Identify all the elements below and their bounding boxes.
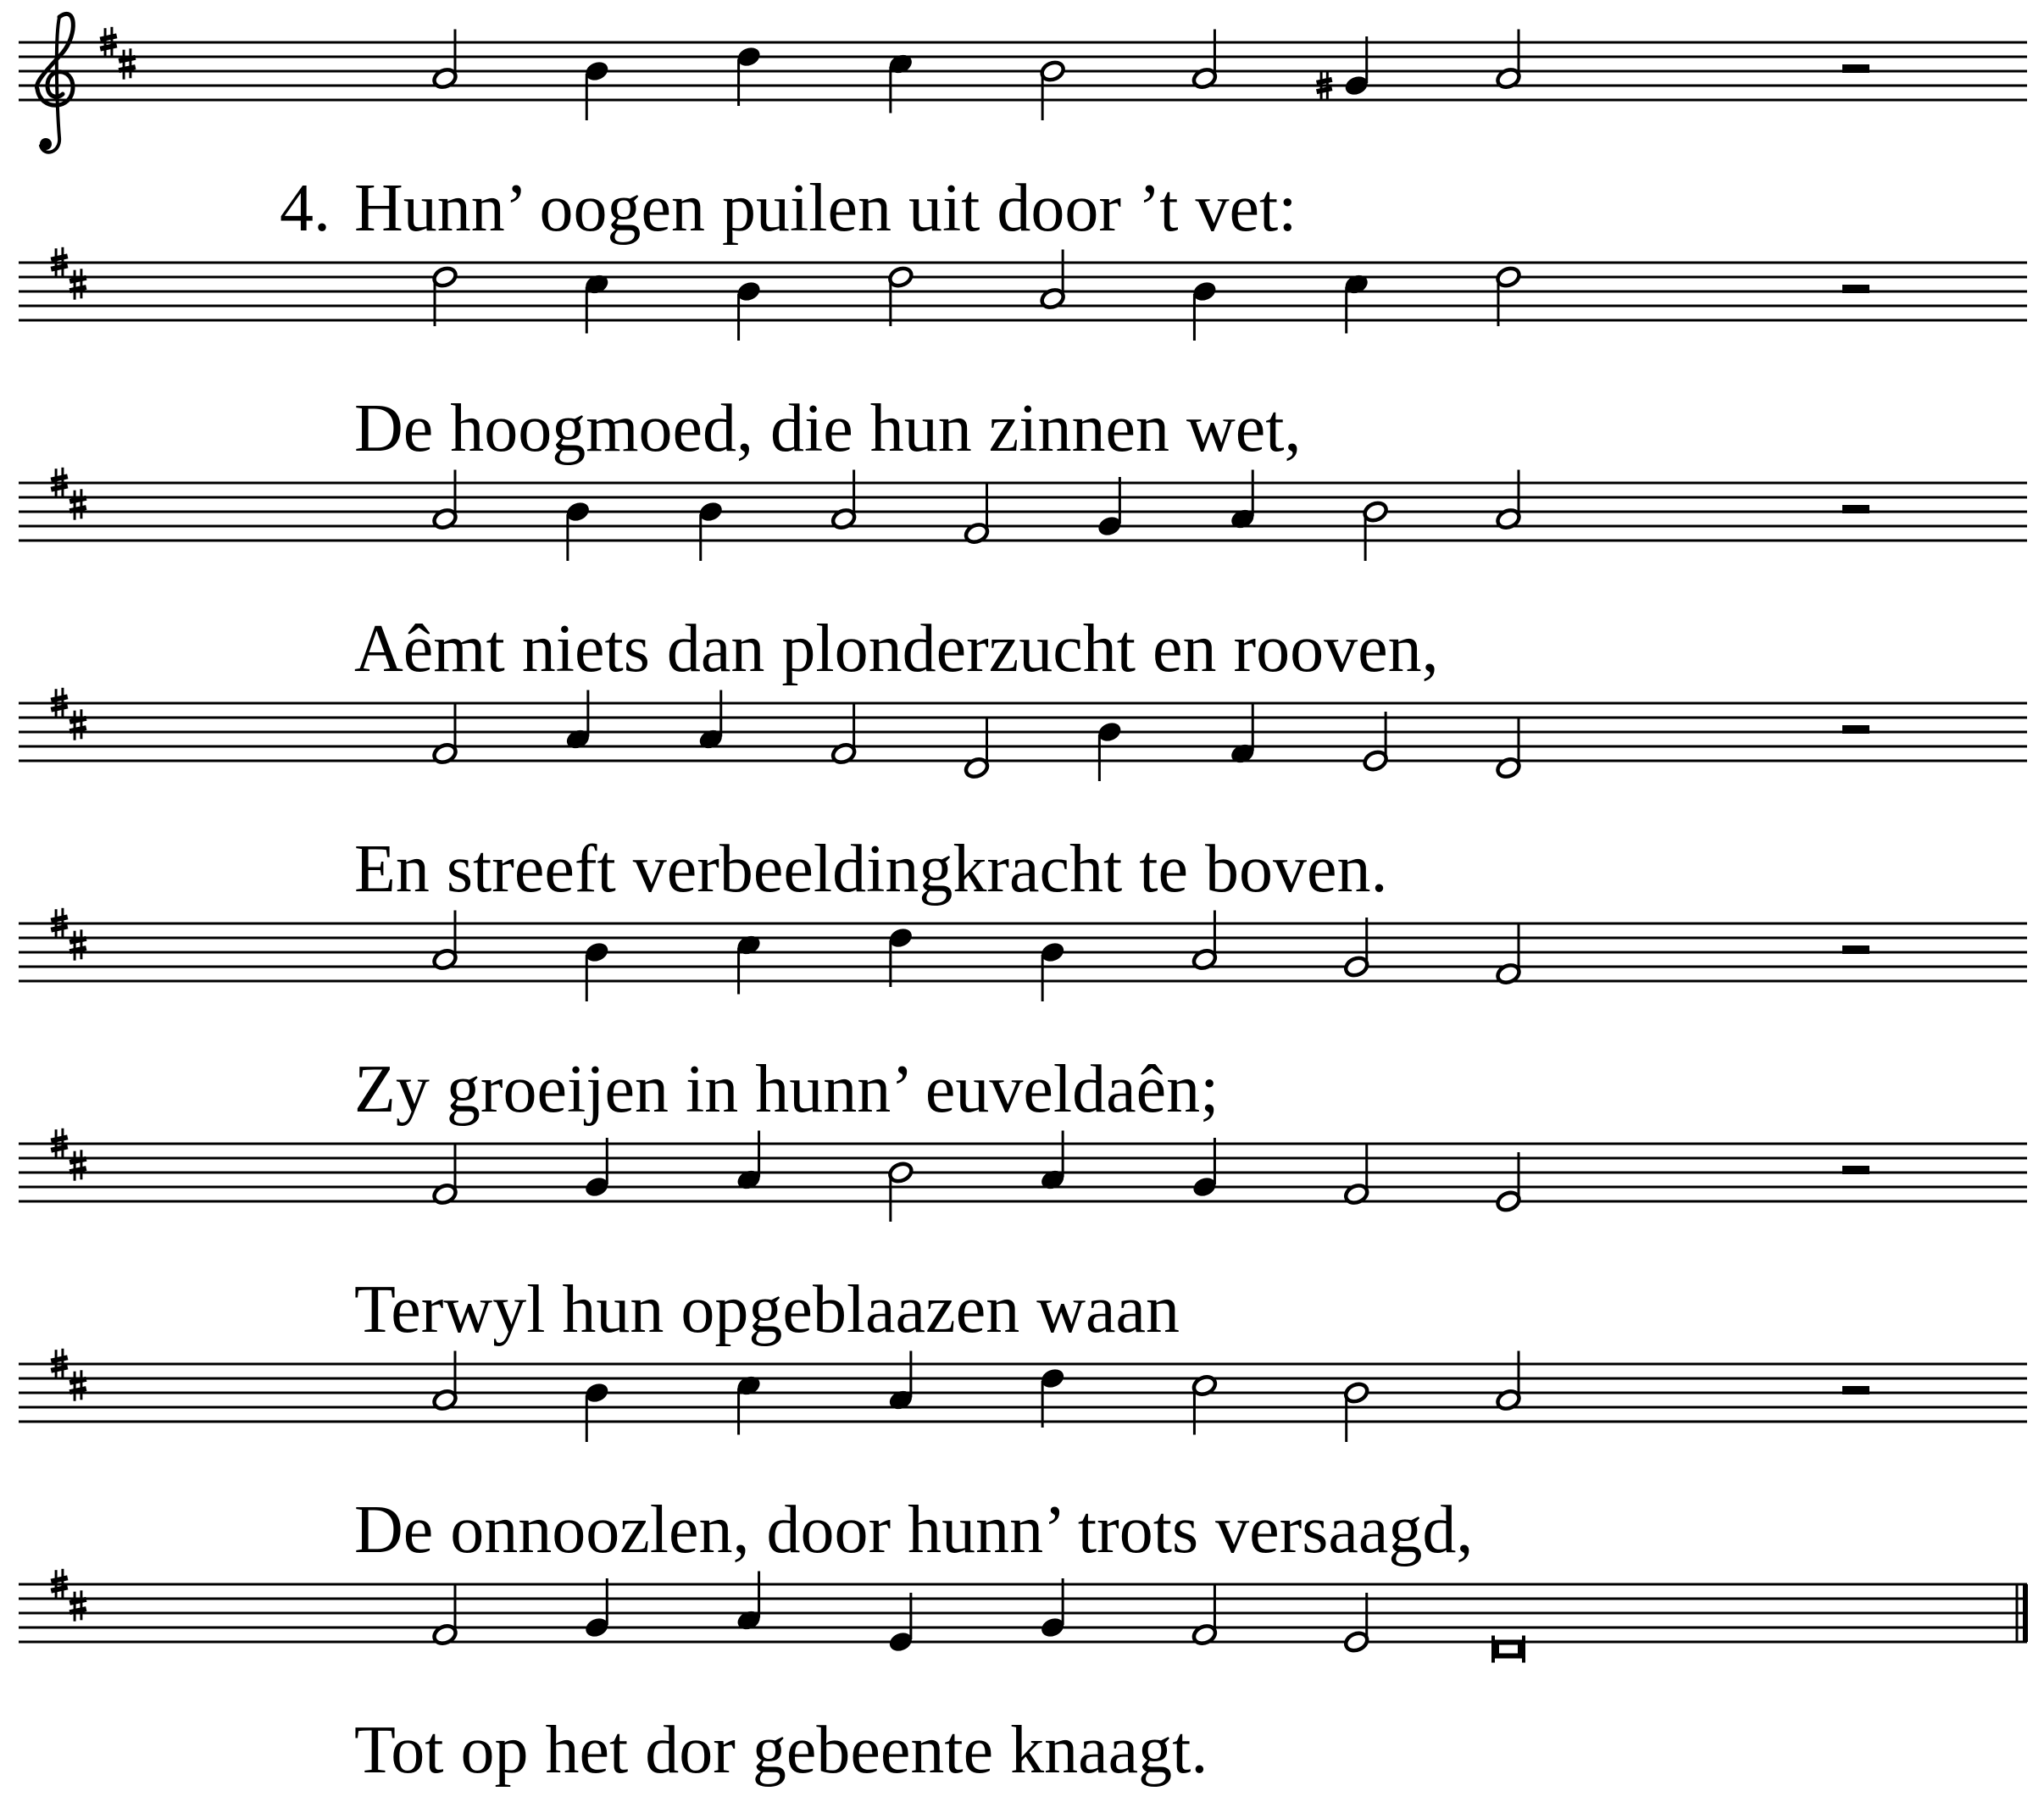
note [1362, 500, 1388, 561]
note [584, 1381, 610, 1442]
key-sharp-c-icon [69, 269, 86, 299]
note [1343, 1381, 1369, 1442]
note [1495, 265, 1521, 326]
note [964, 485, 990, 546]
note [431, 265, 458, 326]
note [1191, 30, 1218, 91]
note [1191, 280, 1218, 341]
note [431, 705, 458, 766]
note [431, 1586, 458, 1647]
note [1495, 719, 1521, 780]
half-rest-icon [1842, 725, 1869, 734]
staff-system [19, 1128, 2027, 1222]
lyric-text: De hoogmoed, die hun zinnen wet, [354, 391, 1302, 466]
half-rest-icon [1842, 945, 1869, 954]
key-sharp-c-icon [69, 929, 86, 960]
key-sharp-c-icon [69, 709, 86, 740]
note [1097, 720, 1123, 781]
note [431, 1145, 458, 1206]
note [1343, 1145, 1369, 1206]
note [1343, 1593, 1369, 1654]
note [887, 1161, 914, 1222]
note [1495, 30, 1521, 91]
half-rest-icon [1842, 64, 1869, 73]
staff-system [19, 14, 2027, 152]
note [1039, 250, 1065, 311]
note [584, 940, 610, 1001]
note [1495, 1152, 1521, 1213]
note [830, 705, 857, 766]
staff-system [19, 1569, 2027, 1663]
note [1495, 925, 1521, 986]
verse-number: 4. [280, 171, 330, 246]
breve-note-icon [1493, 1636, 1524, 1663]
note [887, 926, 914, 987]
note [736, 1374, 762, 1435]
note [887, 53, 914, 114]
note [584, 1578, 610, 1639]
note [1039, 1367, 1065, 1428]
note [1097, 477, 1123, 538]
note [736, 45, 762, 106]
note [584, 273, 610, 334]
note [697, 500, 724, 561]
note [964, 719, 990, 780]
note [1191, 1586, 1218, 1647]
half-rest-icon [1842, 1166, 1869, 1174]
key-sharp-c-icon [69, 1150, 86, 1180]
note [1495, 470, 1521, 531]
note [736, 280, 762, 341]
note [564, 500, 591, 561]
lyric-text: De onnoozlen, door hunn’ trots versaagd, [354, 1493, 1474, 1567]
note [1495, 1351, 1521, 1412]
note [431, 470, 458, 531]
note [431, 911, 458, 972]
note [1191, 1374, 1218, 1435]
key-sharp-c-icon [119, 48, 136, 79]
key-sharp-c-icon [69, 1590, 86, 1621]
note [1191, 911, 1218, 972]
note [584, 59, 610, 120]
note [1343, 273, 1369, 334]
note [584, 1138, 610, 1199]
treble-clef-icon [36, 14, 73, 152]
note [1039, 59, 1065, 120]
note [1039, 940, 1065, 1001]
note [1343, 918, 1369, 979]
note [1230, 470, 1256, 531]
note [736, 934, 762, 995]
note [736, 1572, 762, 1633]
lyric-text: Tot op het dor gebeente knaagt. [354, 1713, 1208, 1788]
half-rest-icon [1842, 285, 1869, 293]
staff-system [19, 1349, 2027, 1442]
note [431, 1351, 458, 1412]
half-rest-icon [1842, 505, 1869, 513]
lyric-text: Zy groeijen in hunn’ euveldaên; [354, 1052, 1219, 1127]
note [887, 1351, 914, 1412]
staff-system [19, 688, 2027, 781]
note [1362, 712, 1388, 773]
key-sharp-c-icon [69, 1370, 86, 1400]
staff-system [19, 908, 2027, 1001]
note [431, 30, 458, 91]
note [1039, 1131, 1065, 1192]
key-sharp-c-icon [69, 489, 86, 519]
lyric-text: Aêmt niets dan plonderzucht en rooven, [354, 612, 1439, 686]
note [1191, 1138, 1218, 1199]
note [736, 1131, 762, 1192]
note [1230, 705, 1256, 766]
note [1317, 36, 1370, 100]
note [1493, 1636, 1524, 1663]
lyric-text: Hunn’ oogen puilen uit door ’t vet: [354, 171, 1297, 246]
note [564, 690, 591, 751]
staff-system [19, 247, 2027, 341]
lyric-text: Terwyl hun opgeblaazen waan [354, 1272, 1180, 1347]
note [887, 1593, 914, 1654]
staff-system [19, 468, 2027, 561]
note [1039, 1578, 1065, 1639]
note [830, 470, 857, 531]
note [697, 690, 724, 751]
half-rest-icon [1842, 1386, 1869, 1394]
note [887, 265, 914, 326]
lyric-text: En streeft verbeeldingkracht te boven. [354, 832, 1388, 907]
